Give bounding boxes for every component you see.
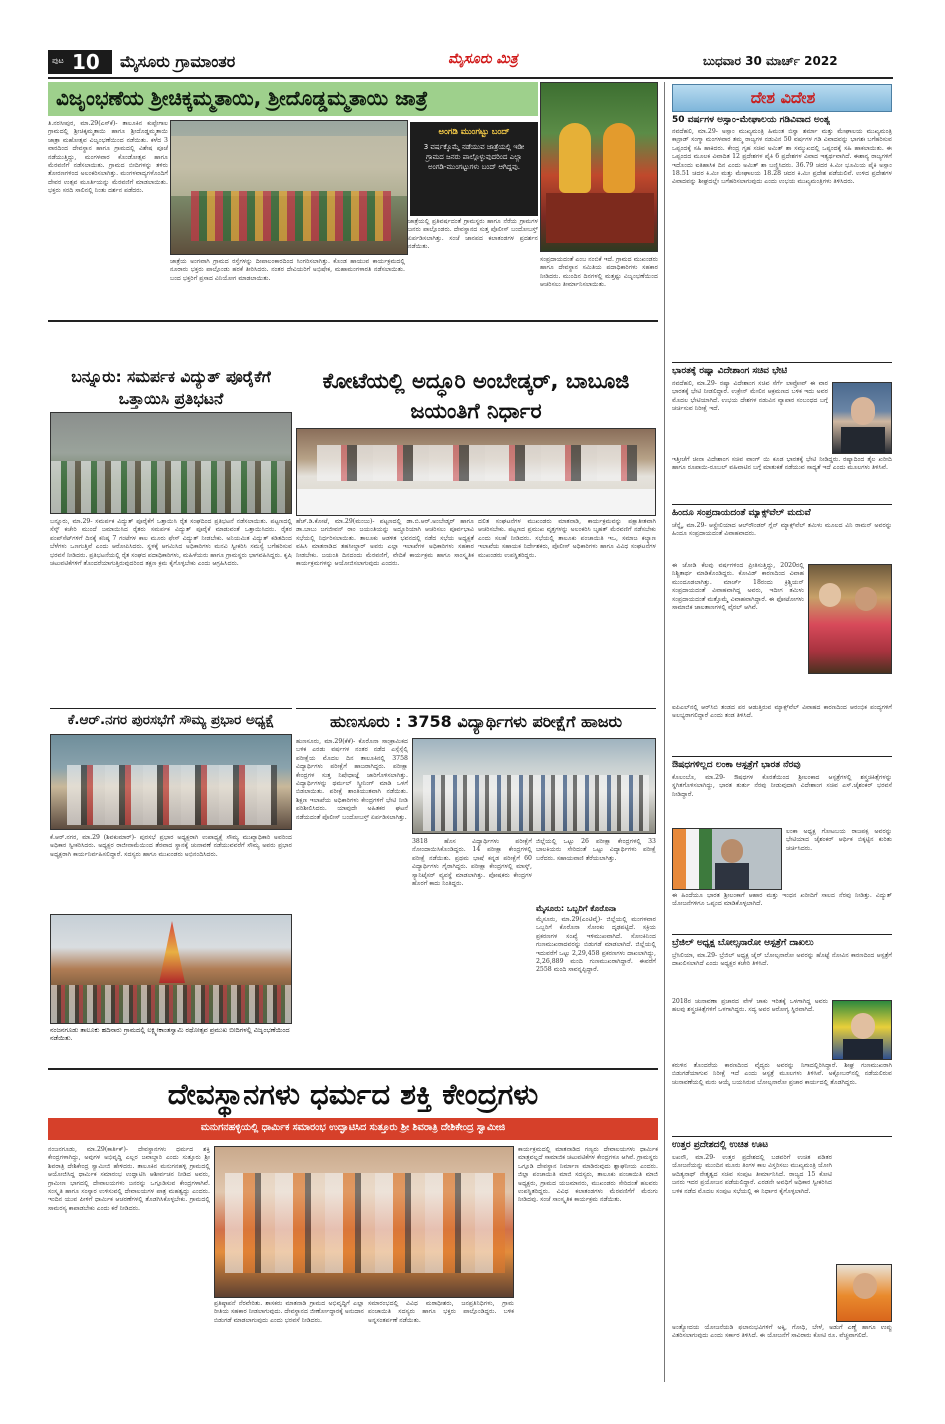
sidebar-item-maxwell-body-c: ಐಪಿಎಲ್‌ನಲ್ಲಿ ಆರ್‌ಸಿಬಿ ತಂಡದ ಪರ ಆಡುತ್ತಿರುವ ಮ್ಯಾಕ್ಸ್‌ವೆಲ್ ವಿವಾಹದ ಕಾರಣದಿಂದ ಆರಂಭಿಕ ಪಂದ್ಯಗಳಿಗೆ ಅಲಭ್ಯರಾಗಲಿದ್ದಾರೆ ಎಂದು ತಂಡ ತಿಳಿಸಿದೆ. bbox=[672, 704, 892, 720]
sidebar-item-up-body-b: ಅಂತ್ಯೋದಯ ಯೋಜನೆಯಡಿ ಫಲಾನುಭವಿಗಳಿಗೆ ಅಕ್ಕಿ, ಗೋಧಿ, ಬೇಳೆ, ಅಡುಗೆ ಎಣ್ಣೆ ಹಾಗೂ ಉಪ್ಪು ವಿತರಿಸಲಾಗುವುದು ಎಂದು ಸರ್ಕಾರ ತಿಳಿಸಿದೆ. ಈ ಯೋಜನೆಗೆ ಸಾವಿರಾರು ಕೋಟಿ ರೂ. ವೆಚ್ಚವಾಗಲಿದೆ. bbox=[672, 1324, 892, 1340]
sidebar-item-assam-body: ನವದೆಹಲಿ, ಮಾ.29- ಅಸ್ಸಾಂ ಮುಖ್ಯಮಂತ್ರಿ ಹಿಮಂತ ಬಿಸ್ವಾ ಶರ್ಮಾ ಮತ್ತು ಮೇಘಾಲಯ ಮುಖ್ಯಮಂತ್ರಿ ಕಾನ್ರಾಡ್ ಸಂಗ್ಮಾ ಮಂಗಳವಾರ ತಮ್ಮ ರಾಜ್ಯಗಳ ನಡುವಿನ 50 ವರ್ಷಗಳ ಗಡಿ ವಿವಾದವನ್ನು ಭಾಗಶಃ ಬಗೆಹರಿಸುವ ಒಪ್ಪಂದಕ್ಕೆ ಸಹಿ ಹಾಕಿದರು. ಕೇಂದ್ರ ಗೃಹ ಸಚಿವ ಅಮಿತ್ ಶಾ ಸಮ್ಮುಖದಲ್ಲಿ ಒಪ್ಪಂದಕ್ಕೆ ಸಹಿ ಹಾಕಲಾಯಿತು. ಈ ಒಪ್ಪಂದದ ಮೂಲಕ ವಿವಾದಿತ 12 ಪ್ರದೇಶಗಳ ಪೈಕಿ 6 ಪ್ರದೇಶಗಳ ವಿವಾದ ಇತ್ಯರ್ಥವಾಗಿದೆ. ಈಶಾನ್ಯ ರಾಜ್ಯಗಳಿಗೆ ಇದೊಂದು ಐತಿಹಾಸಿಕ ದಿನ ಎಂದು ಅಮಿತ್ ಶಾ ಬಣ್ಣಿಸಿದರು. 36.79 ಚದರ ಕಿ.ಮೀ ಭೂಮಿಯ ಪೈಕಿ ಅಸ್ಸಾಂ 18.51 ಚದರ ಕಿ.ಮೀ ಮತ್ತು ಮೇಘಾಲಯ 18.28 ಚದರ ಕಿ.ಮೀ ಪ್ರದೇಶ ಪಡೆಯಲಿವೆ. ಉಳಿದ ಪ್ರದೇಶಗಳ ವಿವಾದವನ್ನು ಶೀಘ್ರದಲ್ಲೇ ಬಗೆಹರಿಸಲಾಗುವುದು ಎಂದು ಉಭಯ ಮುಖ್ಯಮಂತ್ರಿಗಳು ತಿಳಿಸಿದರು. bbox=[672, 128, 892, 186]
temples-body-col2: ಪ್ರತಿಷ್ಠಾಪನೆ ನೆರವೇರಿತು. ಶಾಸಕರು ಮಾತನಾಡಿ ಗ್ರಾಮದ ಅಭಿವೃದ್ಧಿಗೆ ಎಲ್ಲಾ ರೀತಿಯ ಸಹಕಾರ ನೀಡಲಾಗುವುದು. ದೇವಸ್ಥಾನದ ಜೀರ್ಣೋದ್ಧಾರಕ್ಕೆ ಅನುದಾನ ಬಿಡುಗಡೆ ಮಾಡಲಾಗುವುದು ಎಂದು ಭರವಸೆ ನೀಡಿದರು. bbox=[214, 1300, 364, 1324]
ambedkar-meeting-photo bbox=[296, 428, 656, 516]
bannur-protest-photo bbox=[50, 412, 292, 514]
maxwell-wedding-photo bbox=[808, 564, 892, 674]
jatre-headline-band bbox=[48, 82, 538, 116]
sidebar-item-lanka-body-b: ಲಂಕಾ ಅಧ್ಯಕ್ಷ ಗೋಟಬಯ ರಾಜಪಕ್ಸ ಅವರನ್ನು ಭೇಟಿಯಾದ ಜೈಶಂಕರ್ ಆರ್ಥಿಕ ಬಿಕ್ಕಟ್ಟಿನ ಕುರಿತು ಚರ್ಚಿಸಿದರು. bbox=[786, 828, 892, 852]
page-header bbox=[48, 50, 893, 76]
sidebar-item-russia-body-b: ಇತ್ತೀಚೆಗೆ ಚೀನಾ ವಿದೇಶಾಂಗ ಸಚಿವ ವಾಂಗ್ ಯಿ ಕೂಡ ಭಾರತಕ್ಕೆ ಭೇಟಿ ನೀಡಿದ್ದರು. ರಷ್ಯಾದಿಂದ ತೈಲ ಖರೀದಿ ಹಾಗೂ ರೂಪಾಯಿ-ರೂಬಲ್ ವಹಿವಾಟಿನ ಬಗ್ಗೆ ಮಾತುಕತೆ ನಡೆಯುವ ಸಾಧ್ಯತೆ ಇದೆ ಎಂದು ಮೂಲಗಳು ತಿಳಿಸಿವೆ. bbox=[672, 456, 892, 472]
sidebar-divider-2 bbox=[672, 504, 892, 505]
masthead-logo: ಮೈಸೂರು ಮಿತ್ರ bbox=[448, 51, 518, 67]
sidebar-item-brazil-body-c: ಕರುಳಿನ ತೊಂದರೆಯ ಕಾರಣದಿಂದ ವೈದ್ಯರು ಅವರನ್ನು ನಿಗಾದಲ್ಲಿರಿಸಿದ್ದಾರೆ. ಶೀಘ್ರ ಗುಣಮುಖರಾಗಿ ಬಿಡುಗಡೆಯಾಗುವ ನಿರೀಕ್ಷೆ ಇದೆ ಎಂದು ಆಸ್ಪತ್ರೆ ಮೂಲಗಳು ತಿಳಿಸಿವೆ. ಅಕ್ಟೋಬರ್‌ನಲ್ಲಿ ನಡೆಯಲಿರುವ ಚುನಾವಣೆಯಲ್ಲಿ ಮರು ಆಯ್ಕೆ ಬಯಸಿರುವ ಬೋಲ್ಸನಾರೋ ಪ್ರಚಾರ ಕಾರ್ಯದಲ್ಲಿ ತೊಡಗಿದ್ದರು. bbox=[672, 1062, 892, 1086]
sidebar-item-assam-headline: 50 ವರ್ಷಗಳ ಅಸ್ಸಾಂ-ಮೇಘಾಲಯ ಗಡಿವಿವಾದ ಅಂತ್ಯ bbox=[672, 115, 830, 125]
sidebar-item-lanka-headline: ಔಷಧಗಳಿಲ್ಲದ ಲಂಕಾ ಆಸ್ಪತ್ರೆಗೆ ಭಾರತ ನೆರವು bbox=[672, 760, 801, 770]
kr-nagar-photo bbox=[50, 734, 292, 830]
divider-ambedkar bbox=[296, 708, 656, 709]
temples-body-col3: ಸಮಾರಂಭದಲ್ಲಿ ವಿವಿಧ ಮಠಾಧೀಶರು, ಜನಪ್ರತಿನಿಧಿಗಳು, ಗ್ರಾಮ ಪಂಚಾಯಿತಿ ಸದಸ್ಯರು ಹಾಗೂ ಭಕ್ತರು ಪಾಲ್ಗೊಂಡಿದ್ದರು. ಬಳಿಕ ಅನ್ನಸಂತರ್ಪಣೆ ನಡೆಯಿತು. bbox=[368, 1300, 514, 1324]
ratha-caption: ನಂಜನಗೂಡು ತಾಲೂಕು ಹದಿನಾರು ಗ್ರಾಮದಲ್ಲಿ ಲಕ್ಷ್ಮೀಕಾಂತಸ್ವಾಮಿ ರಥೋತ್ಸವ ಪ್ರಮುಖ ಬೀದಿಗಳಲ್ಲಿ ವಿಜೃಂಭಣೆಯಿಂದ ನಡೆಯಿತು. bbox=[50, 1026, 290, 1042]
jatre-body-col3: ಜಾತ್ರೆಯಲ್ಲಿ ಪ್ರತಿವರ್ಷದಂತೆ ಗ್ರಾಮಸ್ಥರು ಹಾಗೂ ನೆರೆಯ ಗ್ರಾಮಗಳ ಜನರು ಪಾಲ್ಗೊಂಡರು. ದೇವಸ್ಥಾನದ ಸುತ್ತ ಪೊಲೀಸ್ ಬಂದೋಬಸ್ತ್ ಏರ್ಪಡಿಸಲಾಗಿತ್ತು. ಸಂಜೆ ಜಾನಪದ ಕಲಾತಂಡಗಳ ಪ್ರದರ್ಶನ ನಡೆಯಿತು. bbox=[408, 218, 538, 251]
sidebar-divider-1 bbox=[672, 362, 892, 363]
issue-date: ಬುಧವಾರ 30 ಮಾರ್ಚ್ 2022 bbox=[703, 54, 838, 68]
sidebar-banner-title: ದೇಶ ವಿದೇಶ bbox=[750, 88, 816, 107]
temples-body-col1: ನಂಜನಗೂಡು, ಮಾ.29(ಕಾರ್ತಿಕ್)- ದೇವಸ್ಥಾನಗಳು ಧರ್ಮದ ಶಕ್ತಿ ಕೇಂದ್ರಗಳಾಗಿದ್ದು, ಅವುಗಳ ಅಭಿವೃದ್ಧಿ ಎಲ್ಲರ ಜವಾಬ್ದಾರಿ ಎಂದು ಸುತ್ತೂರು ಶ್ರೀ ಶಿವರಾತ್ರಿ ದೇಶಿಕೇಂದ್ರ ಸ್ವಾಮೀಜಿ ಹೇಳಿದರು. ತಾಲೂಕಿನ ಮನುಗನಹಳ್ಳಿ ಗ್ರಾಮದಲ್ಲಿ ಆಯೋಜಿಸಿದ್ದ ಧಾರ್ಮಿಕ ಸಮಾರಂಭ ಉದ್ಘಾಟಿಸಿ ಆಶೀರ್ವಚನ ನೀಡಿದ ಅವರು, ಗ್ರಾಮೀಣ ಭಾಗದಲ್ಲಿ ದೇವಾಲಯಗಳು ಜನರನ್ನು ಒಗ್ಗೂಡಿಸುವ ಕೇಂದ್ರಗಳಾಗಿವೆ. ಸಂಸ್ಕೃತಿ ಹಾಗೂ ಸಂಸ್ಕಾರ ಉಳಿಸುವಲ್ಲಿ ದೇವಾಲಯಗಳ ಪಾತ್ರ ಮಹತ್ವದ್ದು ಎಂದರು. ಇಂದಿನ ಯುವ ಪೀಳಿಗೆ ಧಾರ್ಮಿಕ ಆಚರಣೆಗಳಲ್ಲಿ ತೊಡಗಿಸಿಕೊಳ್ಳಬೇಕು. ಗ್ರಾಮದಲ್ಲಿ ಸಾಮರಸ್ಯ ಕಾಪಾಡಬೇಕು ಎಂದು ಕರೆ ನೀಡಿದರು. bbox=[48, 1146, 210, 1212]
section-name: ಮೈಸೂರು ಗ್ರಾಮಾಂತರ bbox=[120, 52, 236, 71]
bannur-body: ಬನ್ನೂರು, ಮಾ.29- ಸಮರ್ಪಕ ವಿದ್ಯುತ್ ಪೂರೈಕೆಗೆ ಒತ್ತಾಯಿಸಿ ರೈತ ಸಂಘದಿಂದ ಪ್ರತಿಭಟನೆ ನಡೆಸಲಾಯಿತು. ಪಟ್ಟಣದಲ್ಲಿ ಸೆಸ್ಕ್ ಕಚೇರಿ ಮುಂದೆ ಜಮಾಯಿಸಿದ ರೈತರು ಸಮರ್ಪಕ ವಿದ್ಯುತ್ ಪೂರೈಕೆ ಮಾಡುವಂತೆ ಒತ್ತಾಯಿಸಿದರು. ರೈತರ ಪಂಪ್‌ಸೆಟ್‌ಗಳಿಗೆ ದಿನಕ್ಕೆ ಕನಿಷ್ಠ 7 ಗಂಟೆಗಳ ಕಾಲ ಮೂರು ಫೇಸ್ ವಿದ್ಯುತ್ ನೀಡಬೇಕು. ಅನಿಯಮಿತ ವಿದ್ಯುತ್ ಕಡಿತದಿಂದ ಬೆಳೆಗಳು ಒಣಗುತ್ತಿವೆ ಎಂದು ಆರೋಪಿಸಿದರು. ಸ್ಥಳಕ್ಕೆ ಆಗಮಿಸಿದ ಅಧಿಕಾರಿಗಳು ಮನವಿ ಸ್ವೀಕರಿಸಿ ಸಮಸ್ಯೆ ಬಗೆಹರಿಸುವ ಭರವಸೆ ನೀಡಿದರು. ಪ್ರತಿಭಟನೆಯಲ್ಲಿ ರೈತ ಸಂಘದ ಪದಾಧಿಕಾರಿಗಳು, ಮಹಿಳೆಯರು ಹಾಗೂ ಗ್ರಾಮಸ್ಥರು ಭಾಗವಹಿಸಿದ್ದರು. ಕೃಷಿ ಚಟುವಟಿಕೆಗಳಿಗೆ ತೊಂದರೆಯಾಗುತ್ತಿರುವುದರಿಂದ ತಕ್ಷಣ ಕ್ರಮ ಕೈಗೊಳ್ಳಬೇಕು ಎಂದು ಆಗ್ರಹಿಸಿದರು. bbox=[50, 518, 292, 568]
kr-nagar-body: ಕೆ.ಆರ್.ನಗರ, ಮಾ.29 (ಶಿವಕುಮಾರ್)- ಪುರಸಭೆ ಪ್ರಭಾರ ಅಧ್ಯಕ್ಷರಾಗಿ ಉಪಾಧ್ಯಕ್ಷೆ ಸೌಮ್ಯ ಮುಖ್ಯಾಧಿಕಾರಿ ಅವರಿಂದ ಅಧಿಕಾರ ಸ್ವೀಕರಿಸಿದರು. ಅಧ್ಯಕ್ಷರ ರಾಜೀನಾಮೆಯಿಂದ ತೆರವಾದ ಸ್ಥಾನಕ್ಕೆ ಚುನಾವಣೆ ನಡೆಯುವವರೆಗೆ ಸೌಮ್ಯ ಅವರು ಪ್ರಭಾರ ಅಧ್ಯಕ್ಷರಾಗಿ ಕಾರ್ಯನಿರ್ವಹಿಸಲಿದ್ದಾರೆ. ಸದಸ್ಯರು ಹಾಗೂ ಮುಖಂಡರು ಅಭಿನಂದಿಸಿದರು. bbox=[50, 834, 292, 858]
sidebar-item-maxwell-body-b: ಈ ಜೋಡಿ ಕೆಲವು ವರ್ಷಗಳಿಂದ ಪ್ರೀತಿಸುತ್ತಿದ್ದು, 2020ರಲ್ಲಿ ನಿಶ್ಚಿತಾರ್ಥ ಮಾಡಿಕೊಂಡಿದ್ದರು. ಕೋವಿಡ್ ಕಾರಣದಿಂದ ವಿವಾಹ ಮುಂದೂಡಲಾಗಿತ್ತು. ಮಾರ್ಚ್ 18ರಂದು ಕ್ರಿಶ್ಚಿಯನ್ ಸಂಪ್ರದಾಯದಂತೆ ವಿವಾಹವಾಗಿದ್ದ ಅವರು, ಇದೀಗ ತಮಿಳು ಸಂಪ್ರದಾಯದಂತೆ ಮತ್ತೊಮ್ಮೆ ವಿವಾಹವಾಗಿದ್ದಾರೆ. ಈ ಫೋಟೋಗಳು ಸಾಮಾಜಿಕ ಜಾಲತಾಣಗಳಲ್ಲಿ ವೈರಲ್ ಆಗಿವೆ. bbox=[672, 562, 804, 612]
hunsur-students-photo bbox=[412, 738, 656, 834]
jatre-deity-photo bbox=[540, 82, 658, 252]
bannur-caption: ಬನ್ನೂರು, ಮಾ.29- ಸಮರ್ಪಕ ವಿದ್ಯುತ್ ಪೂರೈಕೆಗೆ ಒತ್ತಾಯಿಸಿ ರೈತ ಸಂಘದಿಂದ ಪ್ರತಿಭಟನೆ ನಡೆಸಲಾಯಿತು. bbox=[50, 518, 268, 525]
ambedkar-body-col2: ದಲಿತ ಸಂಘಟನೆಗಳ ಮುಖಂಡರು ಮಾತನಾಡಿ, ಕಾರ್ಯಕ್ರಮವನ್ನು ಪಕ್ಷಾತೀತವಾಗಿ ಆಚರಿಸಬೇಕು. ಪಟ್ಟಣದ ಪ್ರಮುಖ ವೃತ್ತಗಳನ್ನು ಅಲಂಕರಿಸಿ ಬೃಹತ್ ಮೆರವಣಿಗೆ ನಡೆಸಬೇಕು ಎಂದು ಸಲಹೆ ನೀಡಿದರು. ಸಭೆಯಲ್ಲಿ ತಾಲೂಕು ಪಂಚಾಯಿತಿ ಇಒ, ಸಮಾಜ ಕಲ್ಯಾಣ ಇಲಾಖೆಯ ಸಹಾಯಕ ನಿರ್ದೇಶಕರು, ಪೊಲೀಸ್ ಅಧಿಕಾರಿಗಳು ಹಾಗೂ ವಿವಿಧ ಸಂಘಟನೆಗಳ ಮುಖಂಡರು ಉಪಸ್ಥಿತರಿದ್ದರು. bbox=[478, 518, 656, 559]
temples-subhead: ಮನುಗನಹಳ್ಳಿಯಲ್ಲಿ ಧಾರ್ಮಿಕ ಸಮಾರಂಭ ಉದ್ಘಾಟಿಸಿದ ಸುತ್ತೂರು ಶ್ರೀ ಶಿವರಾತ್ರಿ ದೇಶಿಕೇಂದ್ರ ಸ್ವಾಮೀಜಿ bbox=[200, 1122, 506, 1133]
sidebar-rule bbox=[664, 82, 665, 1382]
jatre-body-col4: ಸಂಪ್ರದಾಯದಂತೆ ಎಂಬ ನಂಬಿಕೆ ಇದೆ. ಗ್ರಾಮದ ಮುಖಂಡರು ಹಾಗೂ ದೇವಸ್ಥಾನ ಸಮಿತಿಯ ಪದಾಧಿಕಾರಿಗಳು ಸಹಕಾರ ನೀಡಿದರು. ಮುಂದಿನ ದಿನಗಳಲ್ಲಿ ಮತ್ತಷ್ಟು ವಿಜೃಂಭಣೆಯಿಂದ ಆಚರಿಸಲು ತೀರ್ಮಾನಿಸಲಾಯಿತು. bbox=[540, 256, 658, 289]
page-label: ಪುಟ bbox=[52, 56, 64, 65]
hunsur-body-col2: 3818 ಹೊಸ ವಿದ್ಯಾರ್ಥಿಗಳು ಪರೀಕ್ಷೆಗೆ ನೋಂದಾಯಿಸಿಕೊಂಡಿದ್ದರು. 14 ಪರೀಕ್ಷಾ ಕೇಂದ್ರಗಳಲ್ಲಿ ಪರೀಕ್ಷೆ ನಡೆಯಿತು. ಪ್ರಥಮ ಭಾಷೆ ಕನ್ನಡ ಪರೀಕ್ಷೆಗೆ 60 ವಿದ್ಯಾರ್ಥಿಗಳು ಗೈರಾಗಿದ್ದರು. ಪರೀಕ್ಷಾ ಕೇಂದ್ರಗಳಲ್ಲಿ ಮಾಸ್ಕ್, ಸ್ಯಾನಿಟೈಸರ್ ವ್ಯವಸ್ಥೆ ಮಾಡಲಾಗಿತ್ತು. ಪೋಷಕರು ಕೇಂದ್ರಗಳ ಹೊರಗೆ ಕಾದು ನಿಂತಿದ್ದರು. bbox=[412, 838, 532, 888]
sidebar-item-maxwell-body-a: ಚೆನ್ನೈ, ಮಾ.29- ಆಸ್ಟ್ರೇಲಿಯಾದ ಆಲ್‌ರೌಂಡರ್ ಗ್ಲೆನ್ ಮ್ಯಾಕ್ಸ್‌ವೆಲ್ ತಮಿಳು ಮೂಲದ ವಿನಿ ರಾಮನ್ ಅವರನ್ನು ಹಿಂದೂ ಸಂಪ್ರದಾಯದಂತೆ ವಿವಾಹವಾದರು. bbox=[672, 522, 892, 538]
jatre-box-text: 3 ವರ್ಷಕ್ಕೊಮ್ಮೆ ನಡೆಯುವ ಜಾತ್ರೆಯಲ್ಲಿ ಇಡೀ ಗ್ರಾಮದ ಜನರು ಪಾಲ್ಗೊಳ್ಳುವುದರಿಂದ ಎಲ್ಲಾ ಅಂಗಡಿ-ಮುಂಗಟ್ಟುಗಳು ಬಂದ್ ಆಗಿದ್ದವು. bbox=[423, 143, 525, 171]
sidebar-item-lanka-body-c: ಈ ಹಿಂದೆಯೂ ಭಾರತ ಶ್ರೀಲಂಕಾಗೆ ಆಹಾರ ಮತ್ತು ಇಂಧನ ಖರೀದಿಗೆ ಸಾಲದ ನೆರವು ನೀಡಿತ್ತು. ವಿದ್ಯುತ್ ಯೋಜನೆಗಳಿಗೂ ಒಪ್ಪಂದ ಮಾಡಿಕೊಳ್ಳಲಾಗಿದೆ. bbox=[672, 892, 892, 908]
jatre-body-col2: ಜಾತ್ರೆಯ ಅಂಗವಾಗಿ ಗ್ರಾಮದ ರಸ್ತೆಗಳನ್ನು ದೀಪಾಲಂಕಾರದಿಂದ ಸಿಂಗರಿಸಲಾಗಿತ್ತು. ಕೊಂಡ ಹಾಯುವ ಕಾರ್ಯಕ್ರಮದಲ್ಲಿ ನೂರಾರು ಭಕ್ತರು ಪಾಲ್ಗೊಂಡು ಹರಕೆ ತೀರಿಸಿದರು. ನಂತರ ದೇವಿಯರಿಗೆ ಅಭಿಷೇಕ, ಮಹಾಮಂಗಳಾರತಿ ನಡೆಸಲಾಯಿತು. ಬಂದ ಭಕ್ತರಿಗೆ ಪ್ರಸಾದ ವಿನಿಯೋಗ ಮಾಡಲಾಯಿತು. bbox=[170, 258, 405, 282]
sidebar-item-russia-body-a: ನವದೆಹಲಿ, ಮಾ.29- ರಷ್ಯಾ ವಿದೇಶಾಂಗ ಸಚಿವ ಸೆರ್ಗೆ ಲಾವ್ರೋವ್ ಈ ವಾರ ಭಾರತಕ್ಕೆ ಭೇಟಿ ನೀಡಲಿದ್ದಾರೆ. ಉಕ್ರೇನ್ ಮೇಲಿನ ಆಕ್ರಮಣದ ಬಳಿಕ ಇದು ಅವರ ಮೊದಲ ಭೇಟಿಯಾಗಿದೆ. ಉಭಯ ದೇಶಗಳ ನಡುವಿನ ವ್ಯಾಪಾರ ಸಂಬಂಧದ ಬಗ್ಗೆ ಚರ್ಚಿಸುವ ನಿರೀಕ್ಷೆ ಇದೆ. bbox=[672, 380, 828, 413]
hunsur-headline: ಹುಣಸೂರು : 3758 ವಿದ್ಯಾರ್ಥಿಗಳು ಪರೀಕ್ಷೆಗೆ ಹಾಜರು bbox=[329, 712, 623, 731]
temples-ceremony-photo bbox=[214, 1146, 514, 1298]
hunsur-body-col1: ಹುಣಸೂರು, ಮಾ.29(ಕೆಕೆ)- ಕೊರೊನಾ ಸಾಂಕ್ರಾಮಿಕದ ಬಳಿಕ ಎರಡು ವರ್ಷಗಳ ನಂತರ ನಡೆದ ಎಸ್ಸೆಸ್ಸೆಲ್ಸಿ ಪರೀಕ್ಷೆಯ ಮೊದಲ ದಿನ ತಾಲೂಕಿನಲ್ಲಿ 3758 ವಿದ್ಯಾರ್ಥಿಗಳು ಪರೀಕ್ಷೆಗೆ ಹಾಜರಾಗಿದ್ದರು. ಪರೀಕ್ಷಾ ಕೇಂದ್ರಗಳ ಸುತ್ತ ನಿಷೇಧಾಜ್ಞೆ ಜಾರಿಗೊಳಿಸಲಾಗಿತ್ತು. ವಿದ್ಯಾರ್ಥಿಗಳನ್ನು ಥರ್ಮಲ್ ಸ್ಕ್ರೀನಿಂಗ್ ಮಾಡಿ ಒಳಗೆ ಬಿಡಲಾಯಿತು. ಪರೀಕ್ಷೆ ಶಾಂತಿಯುತವಾಗಿ ನಡೆಯಿತು. ಶಿಕ್ಷಣ ಇಲಾಖೆಯ ಅಧಿಕಾರಿಗಳು ಕೇಂದ್ರಗಳಿಗೆ ಭೇಟಿ ನೀಡಿ ಪರಿಶೀಲಿಸಿದರು. ಯಾವುದೇ ಅಹಿತಕರ ಘಟನೆ ನಡೆಯದಂತೆ ಪೊಲೀಸ್ ಬಂದೋಬಸ್ತ್ ಏರ್ಪಡಿಸಲಾಗಿತ್ತು. bbox=[296, 738, 408, 821]
divider-temples bbox=[48, 1068, 658, 1070]
yogi-photo bbox=[836, 1264, 892, 1322]
sidebar-item-brazil-headline: ಬ್ರೆಜಿಲ್ ಅಧ್ಯಕ್ಷ ಬೋಲ್ಸನಾರೋ ಆಸ್ಪತ್ರೆಗೆ ದಾಖಲು bbox=[672, 938, 814, 948]
ambedkar-headline: ಕೋಟೆಯಲ್ಲಿ ಅದ್ಧೂರಿ ಅಂಬೇಡ್ಕರ್, ಬಾಬೂಜಿ ಜಯಂತಿಗೆ ನಿರ್ಧಾರ bbox=[322, 369, 630, 423]
header-rule bbox=[48, 77, 893, 79]
lavrov-photo bbox=[832, 382, 892, 454]
temples-body-col4: ಕಾರ್ಯಕ್ರಮದಲ್ಲಿ ಮಾತನಾಡಿದ ಗಣ್ಯರು ದೇವಾಲಯಗಳು ಧಾರ್ಮಿಕ ಮಾತ್ರವಲ್ಲದೆ ಸಾಮಾಜಿಕ ಚಟುವಟಿಕೆಗಳ ಕೇಂದ್ರಗಳೂ ಆಗಿವೆ. ಗ್ರಾಮಸ್ಥರು ಒಗ್ಗೂಡಿ ದೇವಸ್ಥಾನ ನಿರ್ಮಾಣ ಮಾಡಿರುವುದು ಶ್ಲಾಘನೀಯ ಎಂದರು. ಜಿಲ್ಲಾ ಪಂಚಾಯಿತಿ ಮಾಜಿ ಸದಸ್ಯರು, ತಾಲೂಕು ಪಂಚಾಯಿತಿ ಮಾಜಿ ಅಧ್ಯಕ್ಷರು, ಗ್ರಾಮದ ಯಜಮಾನರು, ಮುಖಂಡರು ಸೇರಿದಂತೆ ಹಲವರು ಉಪಸ್ಥಿತರಿದ್ದರು. ವಿವಿಧ ಕಲಾತಂಡಗಳು ಮೆರವಣಿಗೆಗೆ ಮೆರುಗು ನೀಡಿದವು. ಸಂಜೆ ಸಾಂಸ್ಕೃತಿಕ ಕಾರ್ಯಕ್ರಮ ನಡೆಯಿತು. bbox=[518, 1146, 658, 1204]
sidebar-divider-3 bbox=[672, 756, 892, 757]
sidebar-divider-5 bbox=[672, 1136, 892, 1137]
page-number-badge bbox=[48, 50, 112, 74]
ambedkar-body-col1: ಹೆಚ್.ಡಿ.ಕೋಟೆ, ಮಾ.29(ಮಂಜು)- ಪಟ್ಟಣದಲ್ಲಿ ಡಾ.ಬಿ.ಆರ್.ಅಂಬೇಡ್ಕರ್ ಹಾಗೂ ಡಾ.ಬಾಬು ಜಗಜೀವನ್ ರಾಂ ಜಯಂತಿಯನ್ನು ಅದ್ಧೂರಿಯಾಗಿ ಆಚರಿಸಲು ಪೂರ್ವಭಾವಿ ಸಭೆಯಲ್ಲಿ ನಿರ್ಧರಿಸಲಾಯಿತು. ತಾಲೂಕು ಆಡಳಿತ ಭವನದಲ್ಲಿ ನಡೆದ ಸಭೆಯ ಅಧ್ಯಕ್ಷತೆ ವಹಿಸಿ ಮಾತನಾಡಿದ ತಹಸೀಲ್ದಾರ್ ಅವರು ಎಲ್ಲಾ ಇಲಾಖೆಗಳ ಅಧಿಕಾರಿಗಳು ಸಹಕಾರ ನೀಡಬೇಕು. ಜಯಂತಿ ದಿನದಂದು ಮೆರವಣಿಗೆ, ವೇದಿಕೆ ಕಾರ್ಯಕ್ರಮ ಹಾಗೂ ಸಾಂಸ್ಕೃತಿಕ ಕಾರ್ಯಕ್ರಮಗಳನ್ನು ಆಯೋಜಿಸಲಾಗುವುದು ಎಂದರು. bbox=[296, 518, 474, 568]
sidebar-item-up-body-a: ಲಖನೌ, ಮಾ.29- ಉತ್ತರ ಪ್ರದೇಶದಲ್ಲಿ ಬಡವರಿಗೆ ಉಚಿತ ಪಡಿತರ ಯೋಜನೆಯನ್ನು ಮುಂದಿನ ಮೂರು ತಿಂಗಳ ಕಾಲ ವಿಸ್ತರಿಸಲು ಮುಖ್ಯಮಂತ್ರಿ ಯೋಗಿ ಆದಿತ್ಯನಾಥ್ ನೇತೃತ್ವದ ಸಚಿವ ಸಂಪುಟ ತೀರ್ಮಾನಿಸಿದೆ. ರಾಜ್ಯದ 15 ಕೋಟಿ ಜನರು ಇದರ ಪ್ರಯೋಜನ ಪಡೆಯಲಿದ್ದಾರೆ. ಎರಡನೇ ಅವಧಿಗೆ ಅಧಿಕಾರ ಸ್ವೀಕರಿಸಿದ ಬಳಿಕ ನಡೆದ ಮೊದಲ ಸಂಪುಟ ಸಭೆಯಲ್ಲಿ ಈ ನಿರ್ಧಾರ ಕೈಗೊಳ್ಳಲಾಗಿದೆ. bbox=[672, 1154, 832, 1195]
divider-jatre bbox=[48, 320, 658, 322]
bannur-headline: ಬನ್ನೂರು: ಸಮರ್ಪಕ ವಿದ್ಯುತ್ ಪೂರೈಕೆಗೆ ಒತ್ತಾಯಿಸಿ ಪ್ರತಿಭಟನೆ bbox=[71, 368, 271, 408]
page-number: 10 bbox=[72, 50, 100, 74]
sidebar-item-maxwell-headline: ಹಿಂದೂ ಸಂಪ್ರದಾಯದಂತೆ ಮ್ಯಾಕ್ಸ್‌ವೆಲ್ ಮದುವೆ bbox=[672, 508, 811, 518]
sidebar-banner bbox=[672, 84, 892, 112]
jatre-body-col1: ತಿ.ನರಸೀಪುರ, ಮಾ.29(ಎಸ್‌ಕೆ)- ತಾಲೂಕಿನ ಕುಪ್ಪೇಗಾಲ ಗ್ರಾಮದಲ್ಲಿ ಶ್ರೀಚಿಕ್ಕಮ್ಮತಾಯಿ ಹಾಗೂ ಶ್ರೀದೊಡ್ಡಮ್ಮತಾಯಿ ಜಾತ್ರಾ ಮಹೋತ್ಸವ ವಿಜೃಂಭಣೆಯಿಂದ ನಡೆಯಿತು. ಕಳೆದ 3 ವಾರದಿಂದ ದೇವಸ್ಥಾನ ಹಾಗೂ ಗ್ರಾಮದಲ್ಲಿ ವಿಶೇಷ ಪೂಜೆ ನಡೆಯುತ್ತಿದ್ದು, ಮಂಗಳವಾರ ಕೊಂಡೋತ್ಸವ ಹಾಗೂ ಮೆರವಣಿಗೆ ನಡೆಸಲಾಯಿತು. ಗ್ರಾಮದ ಬೀದಿಗಳನ್ನು ತಳಿರು ತೋರಣಗಳಿಂದ ಅಲಂಕರಿಸಲಾಗಿತ್ತು. ಮಂಗಳವಾದ್ಯಗಳೊಂದಿಗೆ ದೇವರ ಉತ್ಸವ ಮೂರ್ತಿಯನ್ನು ಮೆರವಣಿಗೆ ಮಾಡಲಾಯಿತು. ಭಕ್ತರು ಸರದಿ ಸಾಲಿನಲ್ಲಿ ನಿಂತು ದರ್ಶನ ಪಡೆದರು. bbox=[48, 120, 168, 195]
jatre-crowd-photo bbox=[170, 120, 408, 255]
ratha-photo bbox=[50, 914, 292, 1024]
corona-body: ಮೈಸೂರು, ಮಾ.29(ಎಂಟಿವೈ)- ಜಿಲ್ಲೆಯಲ್ಲಿ ಮಂಗಳವಾರ ಒಬ್ಬರಿಗೆ ಕೊರೊನಾ ಸೋಂಕು ದೃಢಪಟ್ಟಿದೆ. ಸಕ್ರಿಯ ಪ್ರಕರಣಗಳ ಸಂಖ್ಯೆ ಇಳಿಮುಖವಾಗಿದೆ. ಸೋಂಕಿನಿಂದ ಗುಣಮುಖರಾದವರನ್ನು ಬಿಡುಗಡೆ ಮಾಡಲಾಗಿದೆ. ಜಿಲ್ಲೆಯಲ್ಲಿ ಇದುವರೆಗೆ ಒಟ್ಟು 2,29,458 ಪ್ರಕರಣಗಳು ದಾಖಲಾಗಿದ್ದು, 2,26,889 ಮಂದಿ ಗುಣಮುಖರಾಗಿದ್ದಾರೆ. ಈವರೆಗೆ 2558 ಮಂದಿ ಸಾವನ್ನಪ್ಪಿದ್ದಾರೆ. bbox=[536, 916, 656, 974]
kr-nagar-headline: ಕೆ.ಆರ್.ನಗರ ಪುರಸಭೆಗೆ ಸೌಮ್ಯ ಪ್ರಭಾರ ಅಧ್ಯಕ್ಷೆ bbox=[67, 712, 275, 728]
temples-subhead-band bbox=[48, 1118, 658, 1140]
corona-subheading: ಮೈಸೂರು: ಒಬ್ಬರಿಗೆ ಕೊರೊನಾ bbox=[536, 904, 617, 913]
sidebar-divider-4 bbox=[672, 934, 892, 935]
temples-headline: ದೇವಸ್ಥಾನಗಳು ಧರ್ಮದ ಶಕ್ತಿ ಕೇಂದ್ರಗಳು bbox=[167, 1077, 539, 1111]
sidebar-item-lanka-body-a: ಕೊಲಂಬೊ, ಮಾ.29- ಔಷಧಗಳ ಕೊರತೆಯಿಂದ ಶ್ರೀಲಂಕಾದ ಆಸ್ಪತ್ರೆಗಳಲ್ಲಿ ಶಸ್ತ್ರಚಿಕಿತ್ಸೆಗಳನ್ನು ಸ್ಥಗಿತಗೊಳಿಸಲಾಗಿದ್ದು, ಭಾರತ ತುರ್ತು ನೆರವು ನೀಡುವುದಾಗಿ ವಿದೇಶಾಂಗ ಸಚಿವ ಎಸ್.ಜೈಶಂಕರ್ ಭರವಸೆ ನೀಡಿದ್ದಾರೆ. bbox=[672, 774, 892, 798]
bolsonaro-photo bbox=[832, 1000, 892, 1060]
jatre-box-title: ಅಂಗಡಿ ಮುಂಗಟ್ಟು ಬಂದ್ bbox=[438, 127, 510, 137]
sidebar-item-brazil-body-a: ಬ್ರೆಸಿಲಿಯಾ, ಮಾ.29- ಬ್ರೆಜಿಲ್ ಅಧ್ಯಕ್ಷ ಜೈರ್ ಬೋಲ್ಸನಾರೋ ಅವರನ್ನು ಹೊಟ್ಟೆ ನೋವಿನ ಕಾರಣದಿಂದ ಆಸ್ಪತ್ರೆಗೆ ದಾಖಲಿಸಲಾಗಿದೆ ಎಂದು ಅಧ್ಯಕ್ಷರ ಕಚೇರಿ ತಿಳಿಸಿದೆ. bbox=[672, 952, 892, 968]
jatre-highlight-box bbox=[410, 122, 538, 216]
sidebar-item-up-headline: ಉತ್ತರ ಪ್ರದೇಶದಲ್ಲಿ ಉಚಿತ ಊಟ bbox=[672, 1140, 769, 1150]
sidebar-item-russia-headline: ಭಾರತಕ್ಕೆ ರಷ್ಯಾ ವಿದೇಶಾಂಗ ಸಚಿವ ಭೇಟಿ bbox=[672, 366, 788, 376]
hunsur-body-col3: ಜಿಲ್ಲೆಯಲ್ಲಿ ಒಟ್ಟು 26 ಪರೀಕ್ಷಾ ಕೇಂದ್ರಗಳಲ್ಲಿ 33 ಬಾಲಕಿಯರು ಸೇರಿದಂತೆ ಒಟ್ಟು ವಿದ್ಯಾರ್ಥಿಗಳು ಪರೀಕ್ಷೆ ಬರೆದರು. ಸಹಾಯವಾಣಿ ತೆರೆಯಲಾಗಿತ್ತು. bbox=[536, 838, 656, 862]
jaishankar-photo bbox=[672, 828, 782, 890]
divider-bannur bbox=[50, 708, 292, 709]
jatre-headline: ವಿಜೃಂಭಣೆಯ ಶ್ರೀಚಿಕ್ಕಮ್ಮತಾಯಿ, ಶ್ರೀದೊಡ್ಡಮ್ಮತಾಯಿ ಜಾತ್ರೆ bbox=[56, 86, 428, 110]
sidebar-item-brazil-body-b: 2018ರ ಚುನಾವಣಾ ಪ್ರಚಾರದ ವೇಳೆ ಚಾಕು ಇರಿತಕ್ಕೆ ಒಳಗಾಗಿದ್ದ ಅವರು ಹಲವು ಶಸ್ತ್ರಚಿಕಿತ್ಸೆಗಳಿಗೆ ಒಳಗಾಗಿದ್ದರು. ಸದ್ಯ ಅವರ ಆರೋಗ್ಯ ಸ್ಥಿರವಾಗಿದೆ. bbox=[672, 998, 828, 1014]
